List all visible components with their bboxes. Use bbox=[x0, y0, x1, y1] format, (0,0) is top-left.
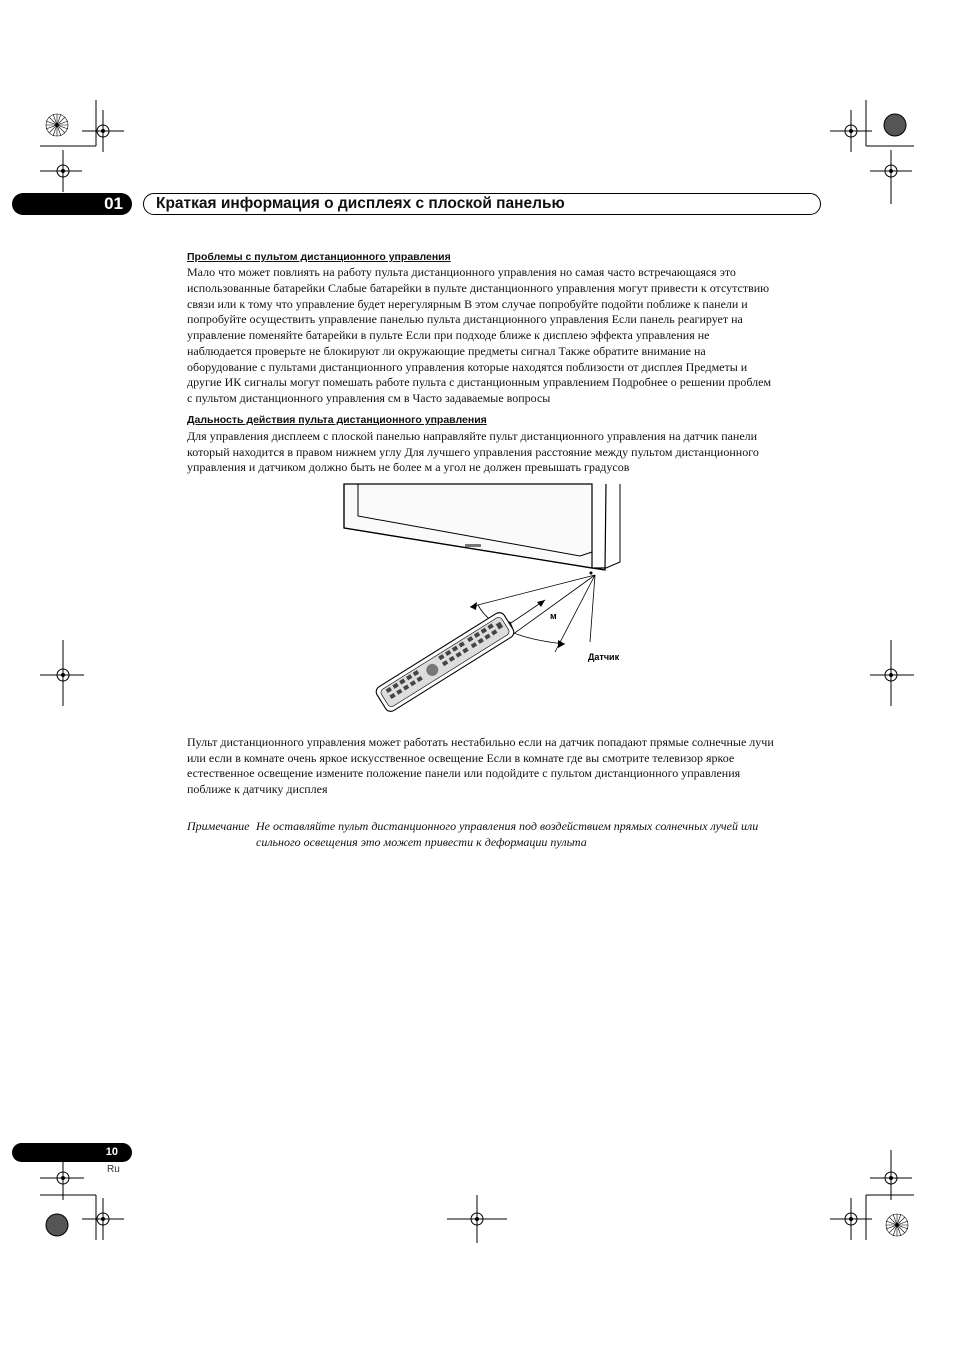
language-code: Ru bbox=[107, 1164, 120, 1175]
chapter-title: Краткая информация о дисплеях с плоской панелью bbox=[143, 193, 821, 215]
body-line: другие ИК сигналы могут помешать работе пульта с дистанционным управлением Подробнее о решении проблем bbox=[187, 375, 772, 389]
body-line: связи или к тому что управление будет нерегулярным В этом случае попробуйте подойти поближе к панели и bbox=[187, 297, 748, 311]
note-line: сильного освещения это может привести к деформации пульта bbox=[256, 835, 587, 849]
chapter-number: 01 bbox=[12, 193, 132, 215]
body-line: с пультом дистанционного управления см в Часто задаваемые вопросы bbox=[187, 391, 551, 405]
body-line: Пульт дистанционного управления может работать нестабильно если на датчик попадают прямые солнечные лучи bbox=[187, 735, 774, 749]
remote-range-diagram bbox=[330, 482, 640, 722]
section-heading-remote-range: Дальность действия пульта дистанционного управления bbox=[187, 414, 487, 426]
display-panel bbox=[344, 484, 592, 568]
page-number: 10 bbox=[12, 1143, 132, 1162]
body-line: Мало что может повлиять на работу пульта дистанционного управления но самая часто встречающаяся это bbox=[187, 265, 736, 279]
body-line: поближе к датчику дисплея bbox=[187, 782, 328, 796]
body-line: или если в комнате очень яркое искусственное освещение Если в комнате где вы смотрите телевизор яркое bbox=[187, 751, 735, 765]
body-line: попробуйте осуществить управление панелью пульта дистанционного управления Если панель реагирует на bbox=[187, 312, 743, 326]
sensor-point bbox=[590, 572, 593, 575]
body-line: управление поменяйте батарейки в пульте Если при подходе ближе к дисплею эффекта управления не bbox=[187, 328, 710, 342]
remote-control bbox=[374, 610, 516, 713]
body-line: оборудование с пультами дистанционного управления которые находятся поблизости от дисплея Предметы и bbox=[187, 360, 748, 374]
body-line: Для управления дисплеем с плоской панелью направляйте пульт дистанционного управления на датчик панели bbox=[187, 429, 758, 443]
body-line: управления и датчиком должно быть не более м а угол не должен превышать градусов bbox=[187, 460, 630, 474]
sensor-label: Датчик bbox=[588, 652, 620, 662]
body-line: наблюдается проверьте не блокируют ли окружающие предметы сигнал Также обратите внимание на bbox=[187, 344, 706, 358]
section-heading-remote-problems: Проблемы с пультом дистанционного управления bbox=[187, 251, 451, 263]
body-line: естественное освещение измените положение панели или подойдите с пультом дистанционного управления bbox=[187, 766, 741, 780]
logo-mark bbox=[465, 544, 481, 547]
body-line: который находится в правом нижнем углу Для лучшего управления расстояние между пультом дистанционного bbox=[187, 445, 759, 459]
body-line: использованные батарейки Слабые батарейки в пульте дистанционного управления могут привести к отсутствию bbox=[187, 281, 770, 295]
note-line: Не оставляйте пульт дистанционного управления под воздействием прямых солнечных лучей или bbox=[256, 819, 759, 833]
note-label: Примечание bbox=[187, 819, 250, 833]
distance-label: м bbox=[550, 611, 557, 621]
